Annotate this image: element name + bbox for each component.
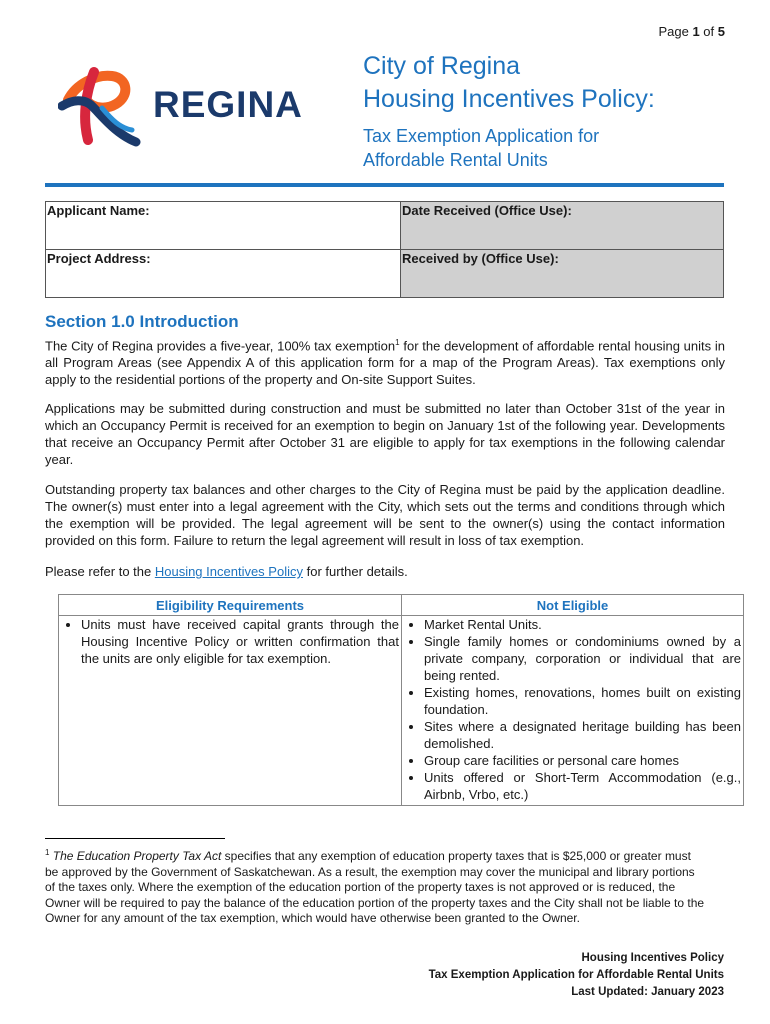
subtitle-line-1: Tax Exemption Application for <box>363 126 600 146</box>
intro-paragraph-3: Outstanding property tax balances and other charges to the City of Regina must be paid by the application deadline. The owner(s) must enter into a legal agreement with the City, which sets out the terms and conditions through which the exemption will be provided. The legal agreement will be sent to the owner(s) using the contact information provided on this form. Failure to return the legal agreement will result in loss of tax exemption. <box>45 482 725 548</box>
footer-policy: Housing Incentives Policy <box>581 952 724 964</box>
housing-incentives-policy-link[interactable]: Housing Incentives Policy <box>154 564 303 579</box>
applicant-form-table <box>45 201 724 298</box>
intro-paragraph-2: Applications may be submitted during construction and must be submitted no later than October 31st of the year in which an Occupancy Permit is received for an exemption to begin on January 1st of the following year. Developments that receive an Occupancy Permit after October 31 are eligible to apply for tax exemptions in the following calendar year. <box>45 401 725 467</box>
footnote-divider <box>45 838 225 839</box>
project-address-field[interactable] <box>46 250 401 298</box>
subtitle-line-2: Affordable Rental Units <box>363 150 548 170</box>
received-by-field[interactable] <box>401 250 724 298</box>
regina-r-mark-icon <box>58 62 153 152</box>
page-current: 1 <box>692 24 700 39</box>
footnote-marker: 1 <box>45 848 50 857</box>
intro-paragraph-1 <box>45 334 725 388</box>
date-received-field[interactable] <box>401 202 724 250</box>
footnote <box>45 845 705 927</box>
eligibility-requirements-header: Eligibility Requirements <box>59 595 402 616</box>
page-indicator <box>658 24 725 39</box>
applicant-name-label: Applicant Name: <box>47 203 150 218</box>
page-total: 5 <box>717 24 725 39</box>
title-line-2: Housing Incentives Policy: <box>363 85 655 113</box>
not-eligible-item: • Market Rental Units. <box>424 616 741 633</box>
footnote-act-title: The Education Property Tax Act <box>52 849 222 863</box>
page-separator: of <box>703 24 715 39</box>
footer-last-updated: Last Updated: January 2023 <box>571 986 724 998</box>
p1-text-b: for the development of affordable rental housing units in all Program Areas (see Appendix A of this application form for a map of the Program Areas). Tax exemptions only apply to the residential portions of the property and On-site Support Suites. <box>45 338 725 388</box>
requirements-cell <box>59 616 402 806</box>
not-eligible-header: Not Eligible <box>402 595 744 616</box>
eligibility-table <box>58 594 744 806</box>
page-prefix: Page <box>658 24 689 39</box>
p1-text-a: The City of Regina provides a five-year, 100% tax exemption <box>45 338 396 354</box>
not-eligible-item: • Units offered or Short-Term Accommodation (e.g., Airbnb, Vrbo, etc.) <box>424 769 741 803</box>
footnote-text: specifies that any exemption of education property taxes that is $25,000 or greater must be approved by the Government of Saskatchewan. As a result, the exemption may cover the municipal and library portions of the taxes only. Where the exemption of the education portion of the property taxes is not approved or is reduced, the Owner will be required to pay the balance of the education portion of the property taxes and the City shall not be liable to the Owner for any amount of the tax exemption, which would have otherwise been granted to the Owner. <box>45 849 705 925</box>
page-subtitle <box>363 124 599 172</box>
requirement-item: • Units must have received capital grants through the Housing Incentive Policy or written confirmation that the units are only eligible for tax exemption. <box>81 616 399 667</box>
regina-logo <box>58 62 318 152</box>
page-footer <box>429 950 724 1001</box>
footer-form-title: Tax Exemption Application for Affordable Rental Units <box>428 969 724 981</box>
title-line-1: City of Regina <box>363 52 521 80</box>
logo-wordmark: REGINA <box>153 84 303 125</box>
not-eligible-item: • Single family homes or condominiums owned by a private company, corporation or individual that are being rented. <box>424 633 741 684</box>
page-title <box>363 50 655 116</box>
intro-paragraph-4 <box>45 563 725 580</box>
applicant-name-field[interactable] <box>46 202 401 250</box>
footnote-ref[interactable]: 1 <box>395 338 400 347</box>
project-address-label: Project Address: <box>47 251 151 266</box>
p4-text-a: Please refer to the <box>45 564 155 579</box>
not-eligible-item: • Sites where a designated heritage building has been demolished. <box>424 718 741 752</box>
date-received-label: Date Received (Office Use): <box>402 203 572 218</box>
not-eligible-item: • Existing homes, renovations, homes built on existing foundation. <box>424 684 741 718</box>
received-by-label: Received by (Office Use): <box>402 251 559 266</box>
not-eligible-item: • Group care facilities or personal care homes <box>424 752 741 769</box>
section-heading: Section 1.0 Introduction <box>45 312 239 331</box>
not-eligible-cell <box>402 616 744 806</box>
p4-text-b: for further details. <box>302 564 408 579</box>
header-divider <box>45 183 724 187</box>
